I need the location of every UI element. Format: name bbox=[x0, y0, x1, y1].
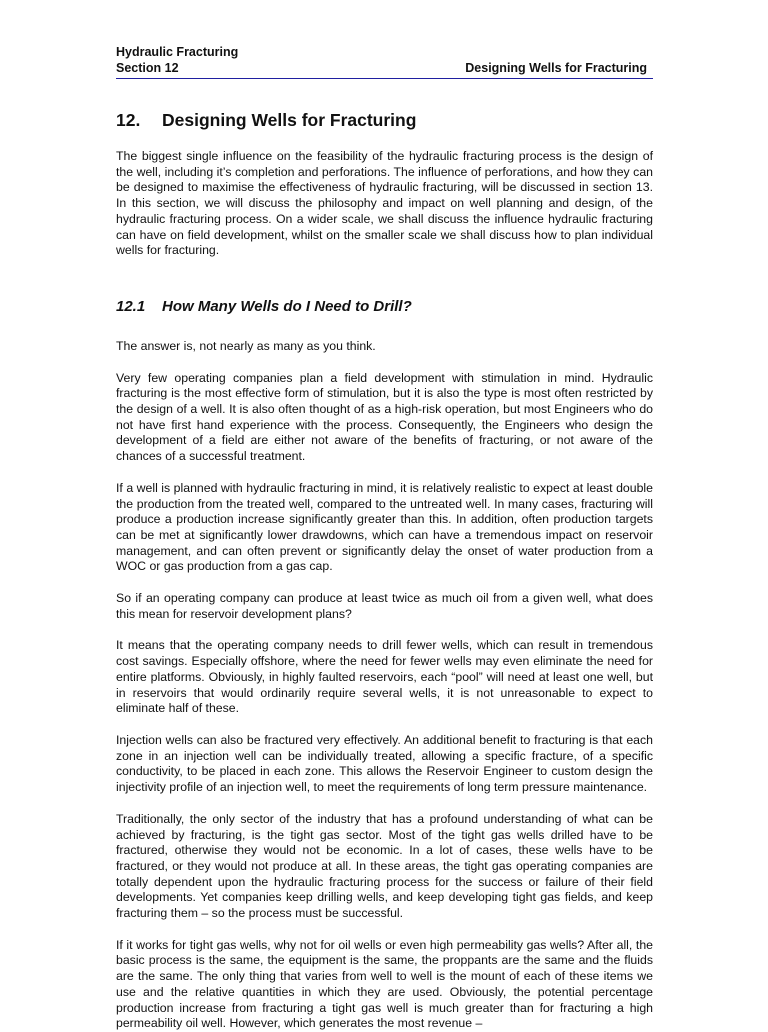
body-paragraph: Traditionally, the only sector of the industry that has a profound understanding of what can be achieved by fracturing, is the tight gas sector. Most of the tight gas wells drilled have to be fractured, otherwise they would not be economic. In a lot of cases, these wells have to be fractured, or they would not produce at all. In these areas, the tight gas operating companies are totally dependent upon the hydraulic fracturing process for the success or failure of their field developments. Yet companies keep drilling wells, and keep developing tight gas fields, and keep fracturing them – so the process must be successful. bbox=[116, 811, 653, 921]
body-paragraph: Injection wells can also be fractured very effectively. An additional benefit to fracturing is that each zone in an injection well can be individually treated, allowing a specific fracture, of a specific conductivity, to be placed in each zone. This allows the Reservoir Engineer to custom design the injectivity profile of an injection well, to meet the requirements of long term pressure maintenance. bbox=[116, 732, 653, 795]
subsection-title: How Many Wells do I Need to Drill? bbox=[162, 297, 412, 315]
body-paragraph: It means that the operating company needs to drill fewer wells, which can result in tremendous cost savings. Especially offshore, where the need for fewer wells may even eliminate the need for entire platforms. Obviously, in highly faulted reservoirs, each “pool” will need at least one well, but in reservoirs that would ordinarily require several wells, it is not unreasonable to expect to eliminate half of these. bbox=[116, 638, 653, 716]
header-doc-title: Hydraulic Fracturing bbox=[116, 45, 239, 59]
section-title: Designing Wells for Fracturing bbox=[162, 110, 417, 130]
header-rule bbox=[116, 78, 653, 79]
body-paragraph: Very few operating companies plan a field development with stimulation in mind. Hydraulic fracturing is the most effective form of stimulation, but it is also the type is most often restricted by the design of a well. It is also often thought of as a high-risk operation, but most Engineers who do not have first hand experience with the process. Consequently, the Engineers who design the development of a field are either not aware of the benefits of fracturing, or not aware of the chances of a successful treatment. bbox=[116, 370, 653, 464]
body-paragraph: If a well is planned with hydraulic fracturing in mind, it is relatively realistic to expect at least double the production from the treated well, compared to the untreated well. In many cases, fracturing will produce a production increase significantly greater than this. In addition, often production targets can be met at significantly lower drawdowns, which can have a tremendous impact on reservoir management, and can often prevent or significantly delay the onset of water production from a WOC or gas production from a gas cap. bbox=[116, 480, 653, 574]
document-page bbox=[116, 44, 653, 1032]
body-paragraph: So if an operating company can produce at least twice as much oil from a given well, what does this mean for reservoir development plans? bbox=[116, 591, 653, 621]
body-paragraph: The answer is, not nearly as many as you think. bbox=[116, 338, 376, 353]
header-running-title: Designing Wells for Fracturing bbox=[465, 61, 647, 75]
section-heading bbox=[116, 109, 653, 131]
intro-paragraph: The biggest single influence on the feasibility of the hydraulic fracturing process is the design of the well, including it’s completion and perforations. The influence of perforations, and how they can be designed to maximise the effectiveness of hydraulic fracturing, will be discussed in section 13. In this section, we will discuss the philosophy and impact on well planning and design, of the hydraulic fracturing process. On a wider scale, we shall discuss the influence hydraulic fracturing can have on field development, whilst on the smaller scale we shall discuss how to plan individual wells for fracturing. bbox=[116, 149, 653, 258]
header-section-label: Section 12 bbox=[116, 61, 179, 75]
subsection-heading bbox=[116, 297, 653, 317]
body-paragraph: If it works for tight gas wells, why not for oil wells or even high permeability gas wells? After all, the basic process is the same, the equipment is the same, the proppants are the same and the fluids are the same. The only thing that varies from well to well is the mount of each of these items we use and the relative quantities in which they are used. Obviously, the potential percentage production increase from fracturing a tight gas well is much greater than for fracturing a high permeability oil well. However, which generates the most revenue – bbox=[116, 937, 653, 1031]
section-number: 12. bbox=[116, 110, 141, 130]
page-header bbox=[116, 44, 653, 83]
subsection-number: 12.1 bbox=[116, 297, 146, 315]
